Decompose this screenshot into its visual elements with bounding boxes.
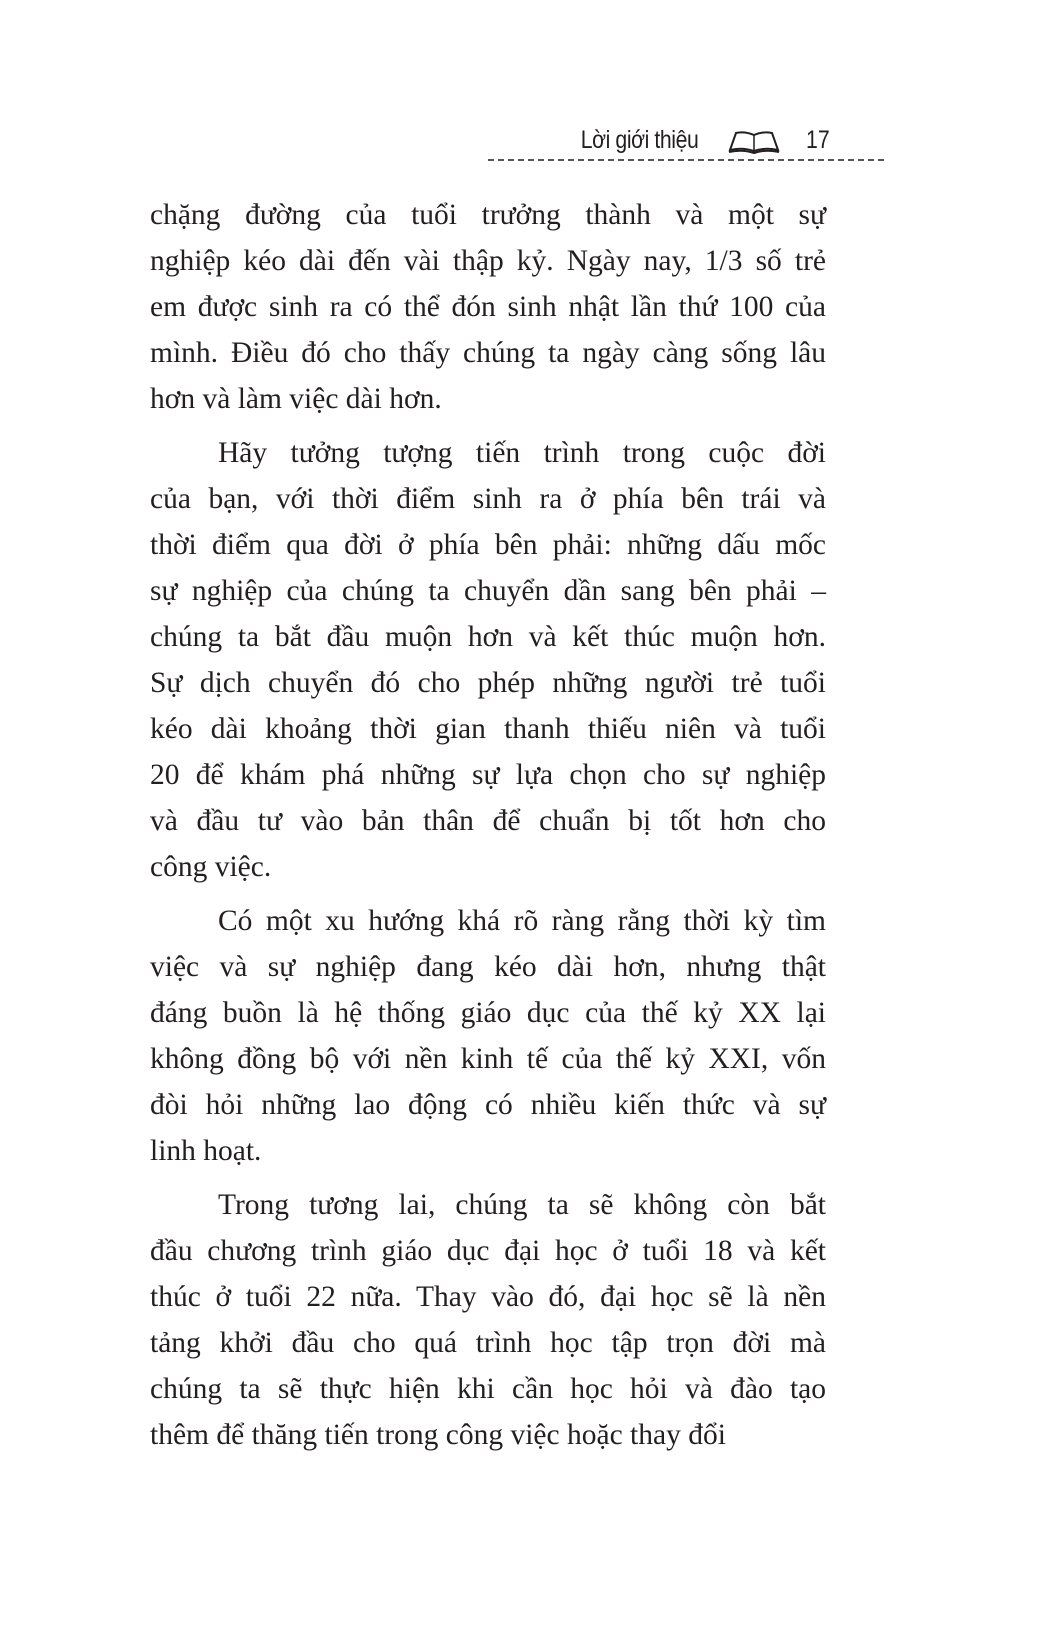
chapter-title: Lời giới thiệu (580, 126, 698, 154)
text-line: sự nghiệp của chúng ta chuyển dần sang bên phải – (150, 575, 826, 607)
text-line: Sự dịch chuyển đó cho phép những người trẻ tuổi (150, 667, 826, 699)
text-line: linh hoạt. (150, 1135, 262, 1167)
text-line: kéo dài khoảng thời gian thanh thiếu niên và tuổi (150, 713, 826, 745)
text-line: đòi hỏi những lao động có nhiều kiến thức và sự (150, 1089, 826, 1121)
text-line: 20 để khám phá những sự lựa chọn cho sự nghiệp (150, 759, 826, 791)
text-line: thời điểm qua đời ở phía bên phải: những dấu mốc (150, 529, 826, 561)
text-line: mình. Điều đó cho thấy chúng ta ngày càng sống lâu (150, 337, 826, 369)
page-number: 17 (806, 126, 830, 154)
header-divider (488, 159, 884, 161)
paragraph (150, 1182, 826, 1458)
text-line: không đồng bộ với nền kinh tế của thế kỷ XXI, vốn (150, 1043, 826, 1075)
text-line: thêm để thăng tiến trong công việc hoặc thay đổi (150, 1419, 726, 1451)
text-line: đầu chương trình giáo dục đại học ở tuổi 18 và kết (150, 1235, 826, 1267)
text-line: đáng buồn là hệ thống giáo dục của thế kỷ XX lại (150, 997, 826, 1029)
running-header (488, 122, 884, 162)
book-icon (728, 130, 780, 154)
text-line: việc và sự nghiệp đang kéo dài hơn, nhưng thật (150, 951, 826, 983)
text-line: chúng ta bắt đầu muộn hơn và kết thúc muộn hơn. (150, 621, 826, 653)
text-line: thúc ở tuổi 22 nữa. Thay vào đó, đại học sẽ là nền (150, 1281, 826, 1313)
paragraph (150, 898, 826, 1174)
text-line: của bạn, với thời điểm sinh ra ở phía bên trái và (150, 483, 826, 515)
text-line: Trong tương lai, chúng ta sẽ không còn bắt (218, 1189, 826, 1221)
paragraph (150, 192, 826, 422)
text-line: Hãy tưởng tượng tiến trình trong cuộc đời (218, 437, 826, 469)
text-line: tảng khởi đầu cho quá trình học tập trọn đời mà (150, 1327, 826, 1359)
body-text (150, 192, 826, 1466)
text-line: nghiệp kéo dài đến vài thập kỷ. Ngày nay, 1/3 số trẻ (150, 245, 826, 277)
paragraph (150, 430, 826, 890)
text-line: em được sinh ra có thể đón sinh nhật lần thứ 100 của (150, 291, 826, 323)
text-line: công việc. (150, 851, 272, 883)
text-line: và đầu tư vào bản thân để chuẩn bị tốt hơn cho (150, 805, 826, 837)
text-line: chúng ta sẽ thực hiện khi cần học hỏi và đào tạo (150, 1373, 826, 1405)
text-line: Có một xu hướng khá rõ ràng rằng thời kỳ tìm (218, 905, 826, 937)
text-line: hơn và làm việc dài hơn. (150, 383, 442, 415)
text-line: chặng đường của tuổi trưởng thành và một sự (150, 199, 826, 231)
